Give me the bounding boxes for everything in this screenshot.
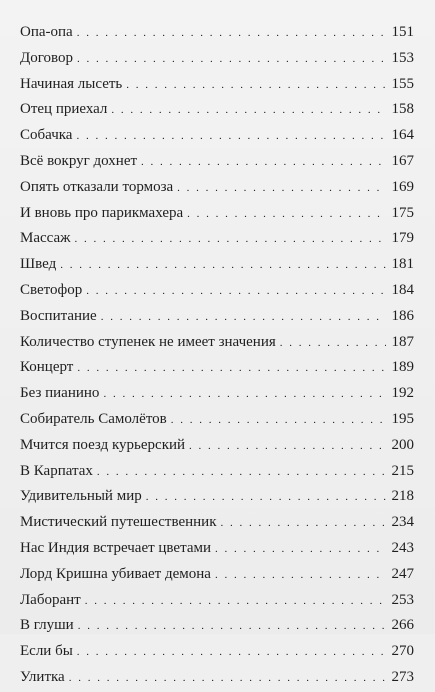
toc-dot-leader — [141, 150, 386, 176]
toc-entry-page-number: 151 — [391, 24, 414, 40]
toc-entry-page-number: 179 — [391, 230, 414, 247]
toc-dot-leader — [77, 21, 386, 47]
toc-entry — [20, 613, 414, 639]
toc-entry-title: Лаборант — [20, 591, 81, 608]
toc-entry — [20, 175, 414, 201]
toc-entry-title: Без пианино — [20, 385, 100, 402]
toc-entry-page-number: 189 — [391, 359, 414, 376]
toc-entry-page-number: 167 — [391, 152, 414, 169]
toc-dot-leader — [77, 640, 386, 666]
toc-entry-title: Лорд Кришна убивает демона — [20, 565, 211, 582]
toc-entry-page-number: 184 — [391, 281, 414, 298]
toc-entry-page-number: 243 — [391, 539, 414, 556]
toc-dot-leader — [280, 331, 386, 357]
toc-entry-page-number: 158 — [391, 101, 414, 118]
toc-entry — [20, 639, 414, 665]
toc-dot-leader — [60, 253, 386, 279]
toc-entry-title: И вновь про парикмахера — [20, 204, 184, 221]
toc-entry-title: Нас Индия встречает цветами — [20, 539, 212, 556]
toc-dot-leader — [221, 511, 387, 537]
toc-entry-page-number: 215 — [391, 462, 414, 479]
toc-entry-title: В Карпатах — [20, 462, 93, 479]
toc-dot-leader — [187, 202, 386, 228]
toc-entry-page-number: 164 — [391, 127, 414, 144]
toc-entry — [20, 252, 414, 278]
toc-entry-page-number: 273 — [391, 668, 414, 685]
toc-entry-title: Массаж — [20, 230, 71, 247]
toc-dot-leader — [171, 408, 386, 434]
toc-entry-title: Договор — [20, 49, 73, 66]
toc-entry — [20, 484, 414, 510]
toc-entry — [20, 304, 414, 330]
toc-entry-title: В глуши — [20, 617, 74, 634]
toc-dot-leader — [101, 305, 386, 331]
toc-entry-title: Всё вокруг дохнет — [20, 152, 138, 169]
toc-entry-title: Опять отказали тормоза — [20, 178, 174, 195]
toc-entry-page-number: 218 — [391, 488, 414, 505]
toc-entry — [20, 355, 414, 381]
toc-dot-leader — [75, 227, 386, 253]
toc-entry — [20, 72, 414, 98]
toc-dot-leader — [86, 279, 386, 305]
toc-entry — [20, 665, 414, 691]
toc-entry-page-number: 169 — [391, 178, 414, 195]
toc-entry-page-number: 266 — [391, 617, 414, 634]
toc-entry — [20, 433, 414, 459]
toc-entry — [20, 381, 414, 407]
toc-dot-leader — [215, 563, 386, 589]
toc-entry — [20, 149, 414, 175]
toc-entry-page-number: 247 — [391, 565, 414, 582]
toc-entry — [20, 588, 414, 614]
toc-entry-title: Светофор — [20, 281, 83, 298]
toc-entry-title: Швед — [20, 256, 57, 273]
toc-entry — [20, 46, 414, 72]
toc-entry — [20, 20, 414, 46]
toc-dot-leader — [111, 98, 386, 124]
toc-dot-leader — [215, 537, 386, 563]
toc-dot-leader — [146, 485, 386, 511]
toc-entry — [20, 123, 414, 149]
toc-entry-title: Концерт — [20, 359, 74, 376]
toc-entry-title: Опа-опа — [20, 24, 73, 40]
toc-entry — [20, 226, 414, 252]
toc-entry-page-number: 192 — [391, 385, 414, 402]
toc-entry-title: Улитка — [20, 668, 65, 685]
table-of-contents — [20, 20, 414, 691]
toc-entry-page-number: 270 — [391, 643, 414, 660]
toc-entry-page-number: 155 — [391, 75, 414, 92]
toc-dot-leader — [69, 666, 386, 692]
toc-entry — [20, 536, 414, 562]
toc-dot-leader — [77, 356, 386, 382]
toc-entry-title: Отец приехал — [20, 101, 108, 118]
toc-entry-page-number: 200 — [391, 436, 414, 453]
toc-entry-title: Если бы — [20, 643, 73, 660]
toc-entry-page-number: 153 — [391, 49, 414, 66]
toc-dot-leader — [77, 47, 386, 73]
toc-dot-leader — [78, 614, 386, 640]
toc-dot-leader — [103, 382, 386, 408]
toc-entry-page-number: 175 — [391, 204, 414, 221]
toc-entry-page-number: 181 — [391, 256, 414, 273]
toc-dot-leader — [177, 176, 386, 202]
toc-entry-title: Количество ступенек не имеет значения — [20, 333, 276, 350]
toc-dot-leader — [126, 73, 386, 99]
toc-entry-page-number: 195 — [391, 410, 414, 427]
toc-entry-title: Начиная лысеть — [20, 75, 123, 92]
toc-entry — [20, 510, 414, 536]
toc-entry-title: Собачка — [20, 127, 73, 144]
toc-dot-leader — [189, 434, 386, 460]
toc-entry — [20, 97, 414, 123]
toc-entry-title: Мчится поезд курьерский — [20, 436, 186, 453]
toc-dot-leader — [85, 589, 386, 615]
toc-entry-page-number: 234 — [391, 514, 414, 531]
toc-entry-page-number: 187 — [391, 333, 414, 350]
toc-entry-title: Удивительный мир — [20, 488, 142, 505]
toc-dot-leader — [76, 124, 386, 150]
toc-entry-page-number: 253 — [391, 591, 414, 608]
toc-entry — [20, 278, 414, 304]
toc-entry — [20, 562, 414, 588]
toc-entry — [20, 459, 414, 485]
toc-entry — [20, 407, 414, 433]
toc-entry-title: Собиратель Самолётов — [20, 410, 167, 427]
toc-entry — [20, 330, 414, 356]
toc-entry-title: Воспитание — [20, 307, 97, 324]
toc-dot-leader — [97, 460, 386, 486]
toc-entry — [20, 201, 414, 227]
toc-entry-page-number: 186 — [391, 307, 414, 324]
toc-entry-title: Мистический путешественник — [20, 514, 217, 531]
